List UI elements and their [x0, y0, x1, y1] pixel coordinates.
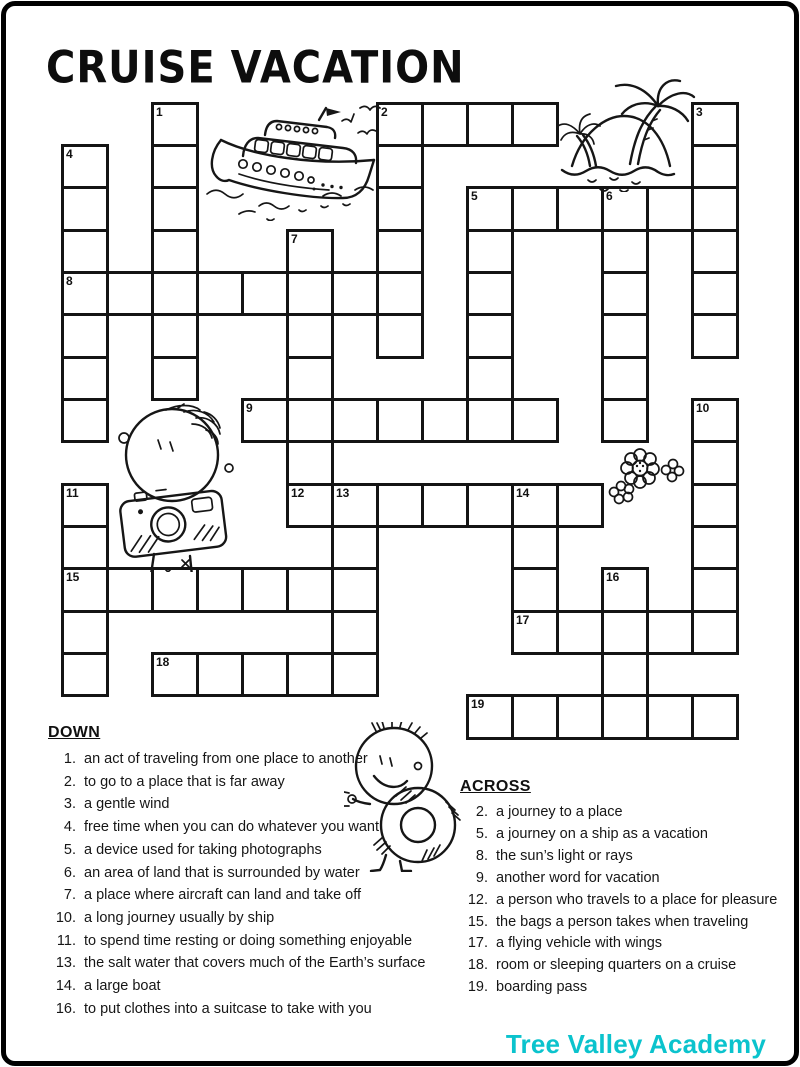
cell-divider	[152, 229, 197, 232]
cell-divider	[196, 654, 199, 696]
cell-divider	[286, 654, 289, 696]
cell-divider	[692, 313, 737, 316]
page-title: CRUISE VACATION	[46, 42, 465, 94]
cell-divider	[692, 567, 737, 570]
clue-item	[48, 793, 425, 816]
clue-item	[460, 824, 777, 846]
cell-divider	[376, 272, 379, 314]
cell-number: 14	[516, 485, 530, 500]
cell-divider	[62, 186, 107, 189]
clue-item	[48, 907, 425, 930]
cell-number: 9	[246, 400, 253, 415]
clue-text: another word for vacation	[496, 869, 660, 886]
clue-number: 11.	[56, 932, 76, 949]
down-heading: DOWN	[48, 724, 101, 741]
cell-number: 2	[381, 104, 388, 119]
cell-divider	[602, 313, 647, 316]
clue-number: 9.	[475, 869, 488, 886]
clue-item	[460, 868, 777, 890]
clue-text: room or sleeping quarters on a cruise	[496, 957, 737, 974]
clue-text: the sun’s light or rays	[496, 847, 633, 864]
clue-number: 4.	[63, 819, 76, 836]
clue-item	[48, 884, 425, 907]
cell-divider	[421, 484, 424, 526]
clue-text: boarding pass	[496, 979, 588, 996]
brand: Tree Valley Academy	[505, 1029, 766, 1059]
cell-number: 1	[156, 104, 163, 119]
cell-divider	[512, 525, 557, 528]
cell-divider	[692, 440, 737, 443]
clue-text: to spend time resting or doing something enjoyable	[84, 932, 413, 949]
down-clues-section	[48, 724, 425, 1020]
cell-divider	[692, 483, 737, 486]
word-18-across	[151, 652, 379, 697]
clue-item	[48, 862, 425, 885]
cell-number: 12	[291, 485, 305, 500]
clue-text: a journey on a ship as a vacation	[496, 825, 708, 842]
clue-item	[460, 933, 777, 955]
cell-number: 8	[66, 273, 73, 288]
clue-number: 2.	[475, 804, 488, 820]
clue-number: 17.	[467, 935, 488, 952]
cell-divider	[511, 696, 514, 738]
clue-text: a gentle wind	[84, 796, 170, 813]
cell-number: 13	[336, 485, 350, 500]
clue-number: 19.	[467, 979, 488, 996]
clue-text: the bags a person takes when traveling	[496, 913, 749, 930]
cell-divider	[62, 229, 107, 232]
clue-item	[48, 748, 425, 771]
cell-divider	[106, 272, 109, 314]
clue-item	[460, 955, 777, 977]
cell-divider	[556, 696, 559, 738]
clue-number: 14.	[55, 978, 76, 995]
clue-item	[460, 802, 777, 824]
clue-number: 12.	[467, 891, 488, 908]
cell-divider	[331, 272, 334, 314]
cell-divider	[467, 313, 512, 316]
cell-number: 19	[471, 697, 485, 712]
cell-divider	[467, 229, 512, 232]
cell-divider	[106, 569, 109, 611]
clue-text: an area of land that is surrounded by water	[84, 864, 360, 881]
clue-number: 5.	[63, 841, 76, 858]
clue-number: 6.	[63, 864, 76, 881]
clue-number: 5.	[475, 825, 488, 842]
cell-divider	[286, 569, 289, 611]
palm-island-illustration	[556, 78, 696, 192]
clue-text: an act of traveling from one place to another	[84, 751, 368, 767]
cell-divider	[196, 569, 199, 611]
cell-number: 15	[66, 570, 80, 585]
clue-number: 16.	[55, 1000, 76, 1017]
clue-item	[460, 890, 777, 912]
cell-divider	[332, 525, 377, 528]
cell-divider	[331, 654, 334, 696]
cell-divider	[62, 356, 107, 359]
cell-divider	[241, 654, 244, 696]
cell-divider	[602, 398, 647, 401]
down-clue-list	[48, 748, 425, 1020]
cell-number: 18	[156, 655, 170, 670]
across-clues-section	[460, 778, 777, 999]
cell-divider	[62, 525, 107, 528]
clue-number: 2.	[63, 773, 76, 790]
clue-text: free time when you can do whatever you want	[84, 819, 379, 836]
clue-text: a person who travels to a place for pleasure	[496, 891, 778, 908]
cell-divider	[466, 484, 469, 526]
cell-divider	[331, 569, 334, 611]
cell-number: 6	[606, 189, 613, 204]
clue-item	[48, 952, 425, 975]
clue-item	[48, 771, 425, 794]
cell-divider	[196, 272, 199, 314]
clue-text: to go to a place that is far away	[84, 773, 285, 790]
cell-divider	[152, 144, 197, 147]
clue-item	[48, 975, 425, 998]
cell-divider	[376, 399, 379, 441]
clue-item	[48, 930, 425, 953]
word-17-across	[511, 610, 739, 655]
across-heading: ACROSS	[460, 778, 531, 795]
clue-text: a flying vehicle with wings	[496, 935, 663, 952]
clue-text: a long journey usually by ship	[84, 909, 275, 926]
clue-text: a large boat	[84, 978, 161, 995]
clue-number: 15.	[467, 913, 488, 930]
clue-number: 3.	[63, 796, 76, 813]
clue-number: 13.	[55, 955, 76, 972]
cell-divider	[467, 271, 512, 274]
cell-divider	[286, 272, 289, 314]
clue-text: a device used for taking photographs	[84, 841, 322, 858]
clue-item	[460, 977, 777, 999]
cell-divider	[646, 611, 649, 653]
cell-divider	[331, 399, 334, 441]
cell-divider	[62, 398, 107, 401]
cell-divider	[241, 272, 244, 314]
clue-text: to put clothes into a suitcase to take with you	[84, 1000, 372, 1017]
cell-divider	[692, 525, 737, 528]
cell-divider	[151, 569, 154, 611]
cell-divider	[692, 144, 737, 147]
cell-number: 10	[696, 400, 710, 415]
cell-divider	[511, 399, 514, 441]
cell-divider	[152, 356, 197, 359]
cell-divider	[691, 188, 694, 230]
clue-item	[48, 816, 425, 839]
cell-divider	[241, 569, 244, 611]
clue-number: 8.	[475, 847, 488, 864]
cell-divider	[601, 696, 604, 738]
clue-text: the salt water that covers much of the Earth’s surface	[84, 955, 426, 972]
seagulls-icon	[336, 103, 382, 143]
cell-divider	[152, 186, 197, 189]
clue-item	[48, 998, 425, 1021]
cell-divider	[602, 271, 647, 274]
cell-divider	[511, 103, 514, 145]
clue-number: 7.	[63, 887, 76, 904]
clue-number: 18.	[467, 957, 488, 974]
cell-divider	[377, 229, 422, 232]
clue-text: a journey to a place	[496, 804, 623, 820]
cell-divider	[151, 272, 154, 314]
cell-number: 17	[516, 612, 530, 627]
cell-divider	[602, 229, 647, 232]
cell-divider	[466, 399, 469, 441]
clue-text: a place where aircraft can land and take off	[84, 887, 362, 904]
cell-number: 7	[291, 231, 298, 246]
cell-number: 4	[66, 146, 73, 161]
cell-divider	[466, 103, 469, 145]
cell-divider	[286, 399, 289, 441]
cell-divider	[556, 611, 559, 653]
clue-number: 10.	[55, 909, 76, 926]
cell-divider	[646, 696, 649, 738]
clue-number: 1.	[63, 751, 76, 767]
cell-divider	[691, 611, 694, 653]
cell-divider	[467, 356, 512, 359]
cell-number: 5	[471, 189, 478, 204]
cell-divider	[692, 271, 737, 274]
kid-with-camera-illustration	[108, 402, 244, 572]
across-clue-list	[460, 802, 777, 999]
cell-number: 16	[606, 570, 620, 585]
clue-item	[48, 839, 425, 862]
clue-item	[460, 846, 777, 868]
cell-number: 3	[696, 104, 703, 119]
clue-item	[460, 912, 777, 934]
cell-divider	[421, 399, 424, 441]
cell-divider	[556, 188, 559, 230]
cell-divider	[601, 611, 604, 653]
cell-number: 11	[66, 485, 79, 500]
cell-divider	[287, 356, 332, 359]
cell-divider	[62, 652, 107, 655]
cell-divider	[512, 567, 557, 570]
cell-divider	[691, 696, 694, 738]
cell-divider	[602, 356, 647, 359]
flowers-icon	[606, 446, 692, 508]
